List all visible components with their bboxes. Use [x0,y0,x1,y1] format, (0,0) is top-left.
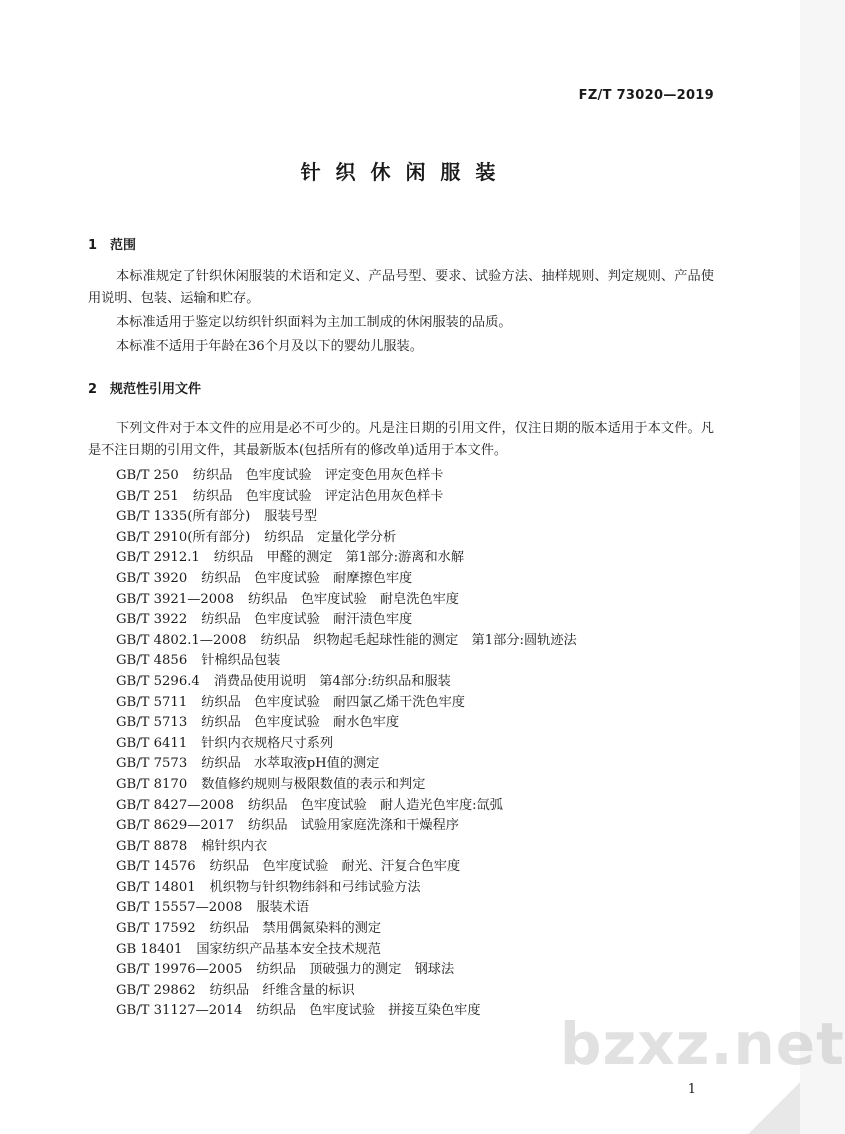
reference-item [116,878,577,899]
reference-item [116,857,577,878]
reference-code: GB/T 3920 [116,570,188,586]
reference-item [116,507,577,528]
reference-title: 纺织品 织物起毛起球性能的测定 第1部分:圆轨迹法 [260,632,577,648]
reference-code: GB/T 8170 [116,776,188,792]
reference-code: GB/T 3921—2008 [116,591,234,607]
reference-title: 服装号型 [264,509,318,525]
site-watermark: bzxz.net [560,1010,845,1078]
reference-code: GB/T 5296.4 [116,673,200,689]
reference-item [116,487,577,508]
reference-title: 针织内衣规格尺寸系列 [201,735,334,751]
reference-code: GB/T 8629—2017 [116,818,234,834]
reference-item [116,816,577,837]
page-curl [748,1082,800,1134]
reference-item [116,693,577,714]
reference-item [116,754,577,775]
reference-code: GB/T 2912.1 [116,550,200,566]
reference-item [116,775,577,796]
page-number: 1 [687,1082,696,1097]
reference-title: 国家纺织产品基本安全技术规范 [196,941,381,957]
reference-item [116,713,577,734]
section-2-number: 2 [88,382,98,397]
reference-item [116,940,577,961]
reference-code: GB/T 29862 [116,982,196,998]
reference-item [116,528,577,549]
reference-code: GB/T 14576 [116,859,196,875]
reference-title: 纺织品 色牢度试验 评定变色用灰色样卡 [192,468,444,483]
reference-title: 纺织品 纤维含量的标识 [209,982,355,998]
reference-title: 纺织品 定量化学分析 [264,529,397,545]
reference-title: 纺织品 色牢度试验 耐光、汗复合色牢度 [209,859,461,875]
reference-title: 纺织品 色牢度试验 拼接互染色牢度 [256,1003,481,1019]
reference-code: GB/T 15557—2008 [116,900,243,916]
reference-code: GB/T 8878 [116,838,188,854]
reference-title: 纺织品 色牢度试验 评定沾色用灰色样卡 [192,488,444,504]
reference-title: 纺织品 色牢度试验 耐汗渍色牢度 [201,612,413,628]
reference-title: 纺织品 顶破强力的测定 钢球法 [256,962,455,978]
reference-title: 服装术语 [256,900,310,916]
reference-code: GB/T 4856 [116,653,188,669]
reference-item [116,590,577,611]
reference-title: 消费品使用说明 第4部分:纺织品和服装 [213,673,451,689]
reference-item [116,898,577,919]
reference-item [116,672,577,693]
reference-item [116,466,577,487]
reference-title: 棉针织内衣 [201,838,268,854]
section-1-heading [88,234,136,253]
reference-code: GB/T 17592 [116,921,196,937]
section-1-paragraph: 本标准规定了针织休闲服装的术语和定义、产品号型、要求、试验方法、抽样规则、判定规则、产品使用说明、包装、运输和贮存。 [88,269,714,306]
reference-item [116,610,577,631]
reference-item [116,837,577,858]
reference-item [116,548,577,569]
reference-code: GB/T 5713 [116,715,188,731]
reference-title: 纺织品 试验用家庭洗涤和干燥程序 [247,818,459,834]
reference-title: 纺织品 禁用偶氮染料的测定 [209,921,382,937]
reference-title: 纺织品 色牢度试验 耐人造光色牢度:氙弧 [247,797,503,813]
document-title: 针 织 休 闲 服 装 [300,160,500,184]
reference-code: GB 18401 [116,941,183,957]
reference-title: 纺织品 色牢度试验 耐摩擦色牢度 [201,570,413,586]
reference-code: GB/T 19976—2005 [116,962,243,978]
reference-code: GB/T 4802.1—2008 [116,632,247,648]
reference-title: 数值修约规则与极限数值的表示和判定 [201,776,426,792]
reference-title: 针棉织品包装 [201,653,281,669]
reference-code: GB/T 3922 [116,612,188,628]
reference-code: GB/T 250 [116,468,179,483]
reference-code: GB/T 31127—2014 [116,1003,243,1019]
reference-item [116,1001,577,1022]
reference-title: 纺织品 色牢度试验 耐皂洗色牢度 [247,591,459,607]
reference-code: GB/T 14801 [116,879,196,895]
reference-item [116,919,577,940]
reference-code: GB/T 8427—2008 [116,797,234,813]
reference-code: GB/T 6411 [116,735,188,751]
reference-item [116,734,577,755]
reference-item [116,960,577,981]
reference-title: 纺织品 色牢度试验 耐四氯乙烯干洗色牢度 [201,694,465,710]
reference-item [116,569,577,590]
reference-title: 机织物与针织物纬斜和弓纬试验方法 [209,879,421,895]
reference-title: 纺织品 水萃取液pH值的测定 [201,756,380,772]
section-2-title: 规范性引用文件 [110,382,202,397]
reference-item [116,631,577,652]
reference-item [116,651,577,672]
reference-title: 纺织品 色牢度试验 耐水色牢度 [201,715,400,731]
standard-code: FZ/T 73020—2019 [578,88,714,103]
section-1-number: 1 [88,238,98,253]
section-1-title: 范围 [110,238,137,253]
reference-code: GB/T 7573 [116,756,188,772]
reference-code: GB/T 2910(所有部分) [116,529,251,545]
section-2-heading [88,378,201,397]
section-2-intro: 下列文件对于本文件的应用是必不可少的。凡是注日期的引用文件，仅注日期的版本适用于本文件。凡是不注日期的引用文件，其最新版本(包括所有的修改单)适用于本文件。 [88,421,714,458]
reference-title: 纺织品 甲醛的测定 第1部分:游离和水解 [213,550,465,566]
reference-item [116,796,577,817]
reference-code: GB/T 251 [116,488,179,504]
reference-item [116,981,577,1002]
reference-list [116,466,577,1022]
section-1-paragraph: 本标准不适用于年龄在36个月及以下的婴幼儿服装。 [116,339,423,354]
reference-code: GB/T 1335(所有部分) [116,509,251,525]
section-1-paragraph: 本标准适用于鉴定以纺织针织面料为主加工制成的休闲服装的品质。 [116,315,512,330]
reference-code: GB/T 5711 [116,694,188,710]
